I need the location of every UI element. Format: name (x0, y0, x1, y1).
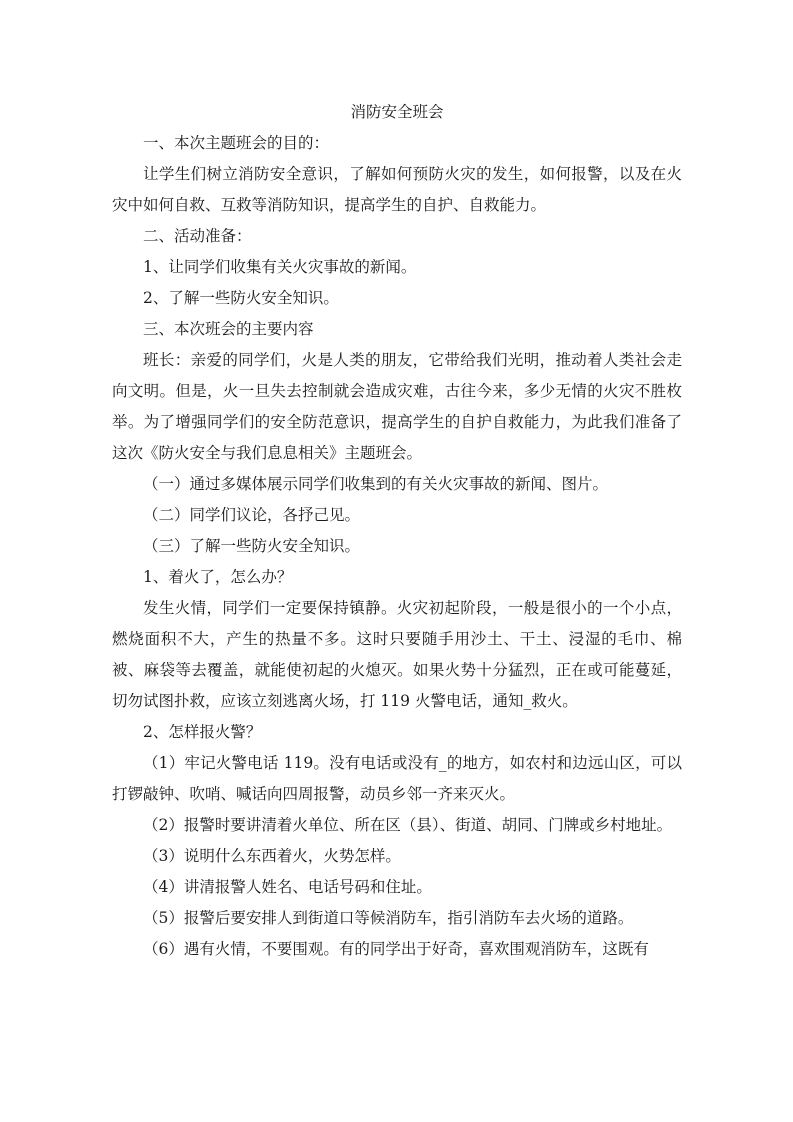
list-item-report-1: （1）牢记火警电话 119。没有电话或没有_的地方，如农村和边远山区，可以打锣敲钟、吹哨、喊话向四周报警，动员乡邻一齐来灭火。 (112, 754, 682, 803)
paragraph-on-fire: 发生火情，同学们一定要保持镇静。火灾初起阶段，一般是很小的一个小点，燃烧面积不大，产生的热量不多。这时只要随手用沙土、干土、浸湿的毛巾、棉被、麻袋等去覆盖，就能使初起的火熄灭。如果火势十分猛烈，正在或可能蔓延，切勿试图扑救，应该立刻逃离火场，打 119 火警电话，通知_救火。 (112, 599, 682, 710)
list-item-report-4: （4）讲清报警人姓名、电话号码和住址。 (143, 878, 432, 896)
subheading-on-fire: 1、着火了，怎么办？ (143, 568, 293, 586)
list-item-report-2: （2）报警时要讲清着火单位、所在区（县）、街道、胡同、门牌或乡村地址。 (143, 816, 673, 834)
list-item-prep-1: 1、让同学们收集有关火灾事故的新闻。 (143, 258, 417, 276)
subheading-report-fire: 2、怎样报火警？ (143, 723, 262, 741)
list-item-step-2: （二）同学们议论，各抒己见。 (143, 506, 361, 524)
list-item-step-1: （一）通过多媒体展示同学们收集到的有关火灾事故的新闻、图片。 (143, 475, 609, 493)
document-body (112, 97, 682, 965)
paragraph-monitor-speech: 班长：亲爱的同学们，火是人类的朋友，它带给我们光明，推动着人类社会走向文明。但是，火一旦失去控制就会造成灾难，古往今来，多少无情的火灾不胜枚举。为了增强同学们的安全防范意识，提高学生的自护自救能力，为此我们准备了这次《防火安全与我们息息相关》主题班会。 (112, 351, 682, 462)
list-item-report-3: （3）说明什么东西着火，火势怎样。 (143, 847, 401, 865)
section-heading-purpose: 一、本次主题班会的目的： (143, 134, 330, 152)
list-item-report-5: （5）报警后要安排人到街道口等候消防车，指引消防车去火场的道路。 (143, 909, 634, 927)
list-item-step-3: （三）了解一些防火安全知识。 (143, 537, 361, 555)
list-item-report-6: （6）遇有火情，不要围观。有的同学出于好奇，喜欢围观消防车，这既有 (143, 940, 649, 958)
section-heading-content: 三、本次班会的主要内容 (143, 320, 314, 338)
document-title: 消防安全班会 (350, 103, 444, 121)
paragraph-purpose: 让学生们树立消防安全意识，了解如何预防火灾的发生，如何报警，以及在火灾中如何自救、互救等消防知识，提高学生的自护、自救能力。 (112, 165, 682, 214)
list-item-prep-2: 2、了解一些防火安全知识。 (143, 289, 339, 307)
section-heading-preparation: 二、活动准备： (143, 227, 252, 245)
